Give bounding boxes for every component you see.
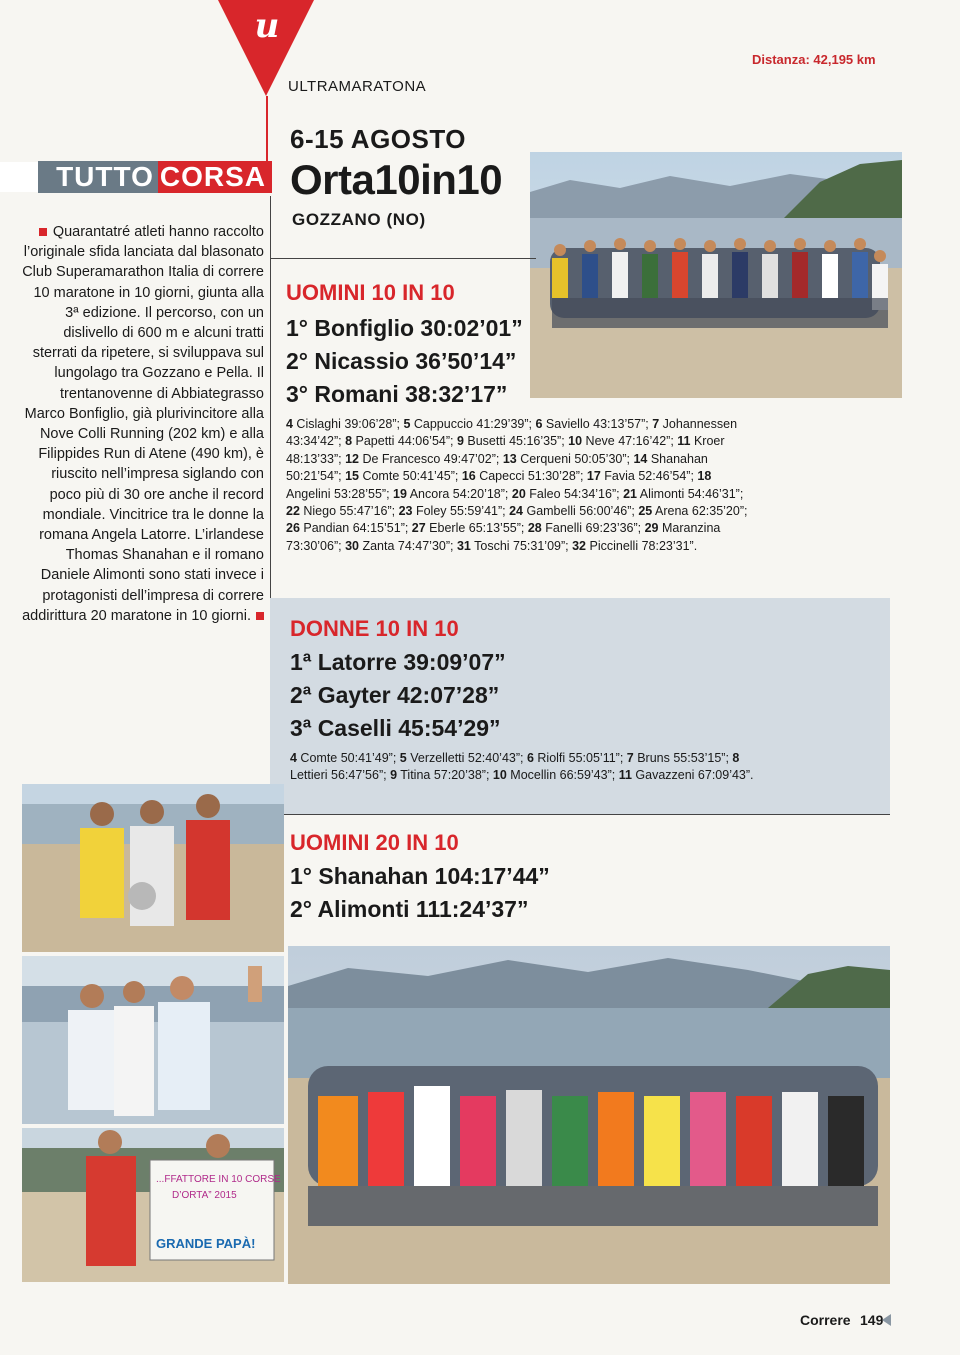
result-entry: Neve 47:16’42”; (582, 434, 678, 449)
men20-podium-1: 1° Shanahan 104:17’44” (290, 863, 550, 889)
result-position: 13 (502, 451, 517, 466)
footer-arrow-icon (882, 1314, 891, 1326)
result-position: 27 (411, 521, 426, 536)
result-position: 4 (290, 751, 297, 765)
result-entry: Johannessen 43:34’42”; (286, 417, 738, 449)
result-entry: Niego 55:47’16”; (299, 504, 399, 519)
result-entry: Gavazzeni 67:09’43”. (631, 768, 754, 783)
section-letter: u (254, 6, 280, 46)
distance-label: Distanza: 42,195 km (752, 52, 876, 67)
result-position: 6 (526, 751, 534, 765)
result-position: 29 (644, 521, 659, 536)
result-position: 8 (732, 751, 740, 765)
men10-podium-1: 1° Bonfiglio 30:02’01” (286, 315, 523, 341)
sign-line-2: D’ORTA” 2015 (172, 1190, 237, 1201)
result-position: 24 (509, 504, 523, 519)
result-position: 18 (697, 469, 712, 484)
category-label: ULTRAMARATONA (288, 78, 427, 95)
men20-podium (290, 860, 550, 926)
result-entry: Gambelli 56:00’46”; (523, 504, 639, 519)
banner-corsa: CORSA (158, 161, 272, 193)
result-entry: Piccinelli 78:23’31”. (586, 538, 698, 553)
event-title: Orta10in10 (290, 156, 503, 203)
men10-podium-3: 3° Romani 38:32’17” (286, 381, 508, 407)
result-entry: Cerqueni 50:05’30”; (516, 451, 634, 466)
result-entry: Papetti 44:06’54”; (352, 434, 457, 449)
result-position: 6 (535, 417, 543, 431)
result-entry: Saviello 43:13’57”; (542, 417, 653, 431)
women10-results (290, 750, 766, 785)
men10-podium (286, 312, 523, 411)
result-position: 11 (677, 434, 691, 449)
result-position: 9 (390, 768, 398, 783)
intro-paragraph (20, 222, 264, 626)
banner-tutto: TUTTO (38, 161, 158, 193)
result-position: 14 (633, 451, 648, 466)
result-position: 20 (511, 486, 526, 501)
result-position: 21 (623, 486, 637, 501)
result-entry: Bruns 55:53’15”; (633, 751, 733, 765)
end-square (256, 612, 264, 620)
result-entry: Lettieri 56:47’56”; (290, 768, 391, 783)
result-position: 11 (618, 768, 632, 783)
result-position: 7 (626, 751, 634, 765)
result-position: 9 (456, 434, 464, 449)
result-entry: Comte 50:41’45”; (358, 469, 462, 484)
result-position: 5 (403, 417, 411, 431)
result-entry: Eberle 65:13’55”; (425, 521, 528, 536)
group-photo-lake (530, 152, 902, 398)
result-position: 10 (492, 768, 507, 783)
result-position: 28 (527, 521, 542, 536)
result-position: 10 (568, 434, 583, 449)
footer-page-number: 149 (860, 1312, 884, 1328)
result-position: 4 (286, 417, 293, 431)
women10-podium-2: 2ª Gayter 42:07’28” (290, 682, 500, 708)
photo-podium-three-men (22, 784, 284, 952)
result-position: 7 (652, 417, 660, 431)
result-entry: Alimonti 54:46’31”; (636, 486, 744, 501)
result-entry: Verzelletti 52:40’43”; (406, 751, 527, 765)
result-position: 17 (586, 469, 601, 484)
result-position: 12 (345, 451, 359, 466)
sign-line-1: ...FFATTORE IN 10 CORSE (156, 1174, 281, 1185)
women10-podium-1: 1ª Latorre 39:09’07” (290, 649, 506, 675)
tuttocorsa-banner (0, 162, 272, 192)
result-entry: Comte 50:41’49”; (296, 751, 400, 765)
men20-podium-2: 2° Alimonti 111:24’37” (290, 896, 529, 922)
photo-runner-with-sign (22, 1128, 284, 1282)
result-entry: Capecci 51:30’28”; (475, 469, 587, 484)
event-place: GOZZANO (NO) (292, 210, 426, 229)
section-rule-men (270, 258, 536, 259)
result-entry: Cappuccio 41:29’39”; (410, 417, 536, 431)
women10-title: DONNE 10 IN 10 (290, 616, 459, 641)
men10-results (286, 416, 748, 555)
event-date: 6-15 AGOSTO (290, 124, 466, 154)
result-position: 23 (398, 504, 413, 519)
result-entry: Angelini 53:28’55”; (286, 486, 394, 501)
sign-line-3: GRANDE PAPÀ! (156, 1236, 256, 1251)
section-rule-men20 (270, 814, 890, 815)
result-entry: Ancora 54:20’18”; (406, 486, 512, 501)
result-entry: Pandian 64:15’51”; (299, 521, 412, 536)
result-position: 5 (399, 751, 407, 765)
result-position: 25 (638, 504, 653, 519)
result-entry: Maranzina 73:30’06”; (286, 521, 721, 553)
result-entry: Foley 55:59’41”; (412, 504, 510, 519)
result-entry: Arena 62:35’20”; (652, 504, 748, 519)
result-entry: Shanahan 50:21’54”; (286, 451, 708, 484)
result-entry: Busetti 45:16’35”; (463, 434, 569, 449)
result-entry: Cislaghi 39:06’28”; (292, 417, 404, 431)
women10-podium-3: 3ª Caselli 45:54’29” (290, 715, 501, 741)
result-entry: Mocellin 66:59’43”; (506, 768, 619, 783)
result-entry: Faleo 54:34’16”; (525, 486, 624, 501)
result-position: 26 (286, 521, 300, 536)
result-entry: De Francesco 49:47’02”; (358, 451, 503, 466)
intro-text: Quarantatré atleti hanno raccolto l’originale sfida lanciata dal blasonato Club Superamarathon Italia di correre 10 maratone in 10 giorni, giunta alla 3ª edizione. Il percorso, con un dislivello di 600 m e alcuni tratti sterrati da ripetere, si sviluppava sul lungolago tra Gozzano e Pella. Il trentanovenne di Abbiategrasso Marco Bonfiglio, già plurivincitore alla Nove Colli Running (202 km) e alla Filippides Run di Atene (490 km), è riuscito nell’impresa siglando con poco più di 30 ore anche il record mondiale. Vincitrice tra le donne la romana Angela Latorre. L’irlandese Thomas Shanahan e il romano Daniele Alimonti sono stati invece i protagonisti dell’impresa di correre addirittura 20 maratone in 10 giorni. (22, 224, 264, 624)
result-position: 30 (345, 538, 359, 553)
result-entry: Riolfi 55:05’11”; (533, 751, 627, 765)
bullet-square (39, 228, 47, 236)
group-photo-beach (288, 946, 890, 1284)
result-position: 32 (572, 538, 587, 553)
result-entry: Zanta 74:47’30”; (358, 538, 457, 553)
result-entry: Toschi 75:31’09”; (470, 538, 573, 553)
men10-podium-2: 2° Nicassio 36’50’14” (286, 348, 517, 374)
result-position: 31 (456, 538, 471, 553)
footer-magazine: Correre (800, 1312, 851, 1328)
result-position: 8 (345, 434, 353, 449)
result-position: 16 (461, 469, 476, 484)
result-entry: Titina 57:20’38”; (397, 768, 493, 783)
result-position: 19 (393, 486, 407, 501)
men20-title: UOMINI 20 IN 10 (290, 830, 459, 855)
women10-podium (290, 646, 506, 745)
photo-three-runners-medals (22, 956, 284, 1124)
result-entry: Favia 52:46’54”; (600, 469, 698, 484)
result-position: 15 (345, 469, 359, 484)
result-entry: Fanelli 69:23’36”; (541, 521, 645, 536)
men10-title: UOMINI 10 IN 10 (286, 280, 455, 305)
result-position: 22 (286, 504, 300, 519)
result-entry: Kroer 48:13’33”; (286, 434, 725, 466)
